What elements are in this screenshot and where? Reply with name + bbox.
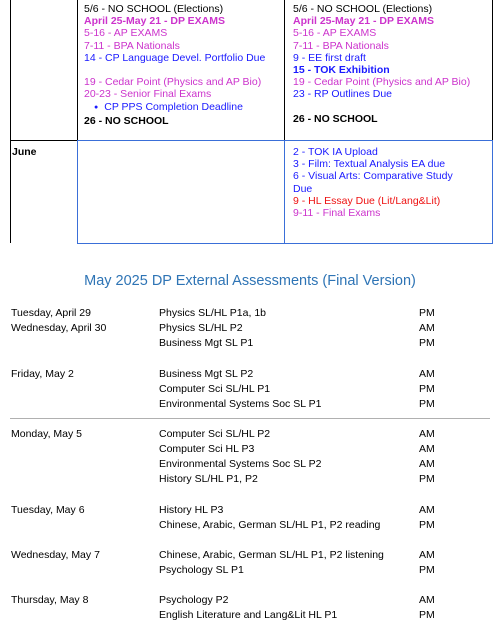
table-row xyxy=(0,397,500,412)
calendar-entry: 14 - CP Language Devel. Portfolio Due xyxy=(84,51,266,64)
calendar-entry: 7-11 - BPA Nationals xyxy=(293,39,389,52)
calendar-entry: 26 - NO SCHOOL xyxy=(84,114,169,127)
schedule-subject: Psychology SL P1 xyxy=(159,564,244,576)
schedule-subject: Physics SL/HL P1a, 1b xyxy=(159,307,266,319)
calendar-entry: Due xyxy=(293,182,313,195)
schedule-session: PM xyxy=(419,398,435,410)
calendar-table xyxy=(10,0,492,243)
table-row xyxy=(0,321,500,336)
calendar-entry: 9 - HL Essay Due (Lit/Lang&Lit) xyxy=(293,194,441,207)
schedule-subject: Business Mgt SL P1 xyxy=(159,337,254,349)
schedule-subject: History SL/HL P1, P2 xyxy=(159,473,258,485)
schedule-session: PM xyxy=(419,519,435,531)
calendar-entry xyxy=(84,64,265,76)
schedule-day: Tuesday, May 6 xyxy=(11,504,85,516)
table-row xyxy=(0,608,500,623)
table-row xyxy=(0,336,500,351)
table-row xyxy=(0,367,500,382)
calendar-entry xyxy=(293,101,470,113)
schedule-session: AM xyxy=(419,322,435,334)
schedule-day: Monday, May 5 xyxy=(11,428,83,440)
schedule-subject: Physics SL/HL P2 xyxy=(159,322,243,334)
calendar-entry: 5-16 - AP EXAMS xyxy=(293,27,377,40)
schedule-subject: Environmental Systems Soc SL P1 xyxy=(159,398,322,410)
calendar-entry: 9 - EE first draft xyxy=(293,51,366,64)
schedule-session: PM xyxy=(419,564,435,576)
calendar-entry: 6 - Visual Arts: Comparative Study xyxy=(293,170,453,183)
schedule-session: PM xyxy=(419,383,435,395)
schedule-session: AM xyxy=(419,443,435,455)
schedule-subject: Business Mgt SL P2 xyxy=(159,368,254,380)
schedule-subject: English Literature and Lang&Lit HL P1 xyxy=(159,609,338,621)
schedule-subject: Psychology P2 xyxy=(159,594,229,606)
calendar-entry: April 25-May 21 - DP EXAMS xyxy=(293,15,435,28)
table-row xyxy=(0,518,500,533)
table-row xyxy=(0,563,500,578)
calendar-entry: 5/6 - NO SCHOOL (Elections) xyxy=(84,3,224,15)
schedule-session: AM xyxy=(419,549,435,561)
schedule-session: PM xyxy=(419,609,435,621)
schedule-subject: Computer Sci SL/HL P2 xyxy=(159,428,271,440)
june-cell-2 xyxy=(293,146,453,219)
schedule-session: AM xyxy=(419,504,435,516)
table-border-col2 xyxy=(284,0,285,140)
calendar-entry: 26 - NO SCHOOL xyxy=(293,112,378,125)
schedule-session: AM xyxy=(419,594,435,606)
table-row xyxy=(0,593,500,608)
june-cell-1 xyxy=(77,140,285,244)
calendar-entry: 19 - Cedar Point (Physics and AP Bio) xyxy=(84,76,262,89)
calendar-entry: 5/6 - NO SCHOOL (Elections) xyxy=(293,3,433,15)
may-week-cell-1 xyxy=(84,3,265,127)
schedule-divider xyxy=(10,418,490,419)
schedule-session: PM xyxy=(419,337,435,349)
table-row xyxy=(0,382,500,397)
schedule-day: Wednesday, April 30 xyxy=(11,322,107,334)
calendar-entry: ● CP PPS Completion Deadline xyxy=(84,101,265,115)
table-row xyxy=(0,548,500,563)
calendar-entry: 23 - RP Outlines Due xyxy=(293,88,393,101)
schedule-day: Thursday, May 8 xyxy=(11,594,89,606)
table-row xyxy=(0,427,500,442)
calendar-entry: 15 - TOK Exhibition xyxy=(293,64,390,77)
table-row xyxy=(0,306,500,321)
schedule-day: Tuesday, April 29 xyxy=(11,307,91,319)
schedule-subject: Computer Sci SL/HL P1 xyxy=(159,383,271,395)
calendar-entry: 20-23 - Senior Final Exams xyxy=(84,88,212,101)
calendar-entry: 7-11 - BPA Nationals xyxy=(84,39,180,52)
calendar-entry: 2 - TOK IA Upload xyxy=(293,146,378,158)
table-row xyxy=(0,472,500,487)
schedule-session: PM xyxy=(419,473,435,485)
month-label-june: June xyxy=(12,146,37,158)
calendar-entry: 19 - Cedar Point (Physics and AP Bio) xyxy=(293,76,471,89)
table-row xyxy=(0,503,500,518)
schedule-subject: History HL P3 xyxy=(159,504,224,516)
schedule-session: AM xyxy=(419,368,435,380)
table-border-right xyxy=(492,0,493,140)
table-row xyxy=(0,442,500,457)
schedule-subject: Chinese, Arabic, German SL/HL P1, P2 listening xyxy=(159,549,384,561)
schedule-session: AM xyxy=(419,428,435,440)
schedule-subject: Computer Sci HL P3 xyxy=(159,443,255,455)
calendar-entry: 9-11 - Final Exams xyxy=(293,207,381,220)
calendar-entry: 3 - Film: Textual Analysis EA due xyxy=(293,158,446,171)
schedule-session: PM xyxy=(419,307,435,319)
schedule-subject: Environmental Systems Soc SL P2 xyxy=(159,458,322,470)
table-border-left xyxy=(10,0,11,243)
schedule-session: AM xyxy=(419,458,435,470)
calendar-entry: 5-16 - AP EXAMS xyxy=(84,27,168,40)
schedule-title: May 2025 DP External Assessments (Final Version) xyxy=(84,273,416,289)
may-week-cell-2 xyxy=(293,3,470,125)
table-row xyxy=(0,457,500,472)
schedule-day: Friday, May 2 xyxy=(11,368,74,380)
schedule-day: Wednesday, May 7 xyxy=(11,549,100,561)
calendar-entry: April 25-May 21 - DP EXAMS xyxy=(84,15,226,28)
schedule-subject: Chinese, Arabic, German SL/HL P1, P2 reading xyxy=(159,519,381,531)
